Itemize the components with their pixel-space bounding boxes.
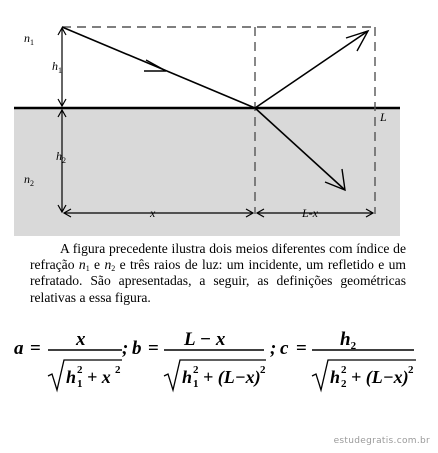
svg-text:=: = bbox=[30, 338, 41, 359]
reflected-ray bbox=[255, 31, 368, 108]
svg-text:+ x: + x bbox=[87, 367, 111, 387]
label-Lx: L-x bbox=[302, 206, 318, 220]
svg-text:h: h bbox=[330, 367, 341, 387]
svg-text:a: a bbox=[14, 338, 24, 359]
svg-text:2: 2 bbox=[341, 364, 347, 376]
svg-text:;: ; bbox=[270, 338, 277, 359]
label-n1: $n_1$ bbox=[24, 31, 34, 47]
svg-text:b: b bbox=[132, 338, 142, 359]
svg-text:x: x bbox=[76, 329, 86, 350]
formula-a bbox=[14, 329, 128, 390]
svg-text:2: 2 bbox=[115, 364, 121, 376]
label-L: L bbox=[380, 110, 387, 124]
label-x: x bbox=[150, 206, 156, 220]
svg-text:2: 2 bbox=[408, 364, 414, 376]
svg-text:h2: $h_2$ bbox=[340, 329, 357, 352]
svg-text:2: 2 bbox=[193, 364, 199, 376]
svg-text:+ (L−x): + (L−x) bbox=[351, 367, 409, 387]
caption-paragraph: A figura precedente ilustra dois meios diferentes com índice de refração $n_1$ e $n_2$ e três raios de luz: um incidente, um refletido e um refratado. São apresentadas, a seguir, as definições geométricas relativas a essa figura. bbox=[30, 241, 407, 305]
label-h2: $h_2$ bbox=[56, 149, 66, 165]
svg-text:+ (L−x): + (L−x) bbox=[203, 367, 261, 387]
svg-text:1: 1 bbox=[77, 378, 83, 390]
svg-text:2: 2 bbox=[260, 364, 266, 376]
svg-text:h: h bbox=[182, 367, 193, 387]
svg-text:L − x: L − x bbox=[184, 329, 226, 350]
formula-b bbox=[132, 329, 276, 390]
svg-text:=: = bbox=[148, 338, 159, 359]
svg-text:;: ; bbox=[122, 338, 129, 359]
svg-text:c: c bbox=[280, 338, 289, 359]
formula-c bbox=[280, 329, 416, 390]
incident-ray-arrow bbox=[144, 60, 166, 71]
svg-text:h: h bbox=[66, 367, 77, 387]
label-h1: $h_1$ bbox=[52, 59, 62, 75]
svg-text:1: 1 bbox=[193, 378, 199, 390]
watermark: estudegratis.com.br bbox=[333, 436, 430, 446]
label-n2: $n_2$ bbox=[24, 172, 34, 188]
svg-text:=: = bbox=[296, 338, 307, 359]
formula-definitions bbox=[14, 326, 434, 398]
svg-text:2: 2 bbox=[341, 378, 347, 390]
svg-text:2: 2 bbox=[77, 364, 83, 376]
